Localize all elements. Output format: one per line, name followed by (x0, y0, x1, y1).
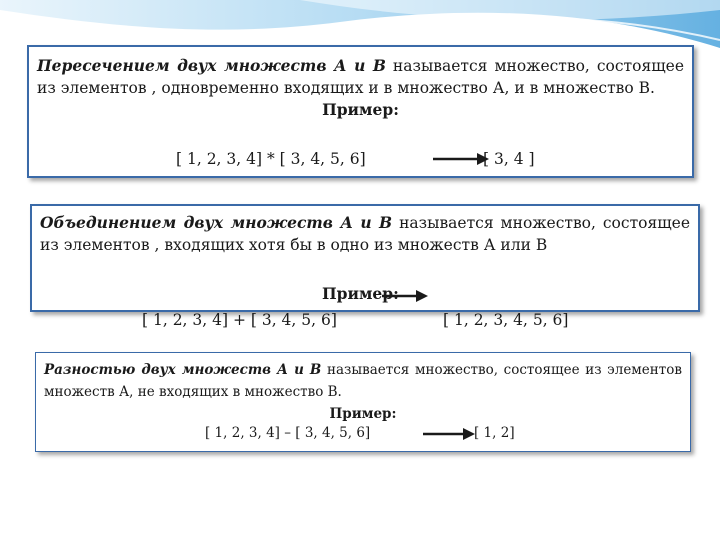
intersection-definition (37, 55, 684, 99)
intersection-term: Пересечением двух множеств А и В (37, 56, 386, 75)
difference-expression: [ 1, 2, 3, 4] – [ 3, 4, 5, 6] (205, 425, 371, 441)
union-definition (40, 212, 690, 256)
difference-description: называется множество, состоящее из элементов множеств А, не входящих в множество В. (44, 362, 682, 400)
difference-result: [ 1, 2] (474, 425, 515, 441)
union-example-label: Пример: (322, 284, 399, 303)
intersection-example-label: Пример: (322, 100, 399, 119)
intersection-description: называется множество, состоящее из элементов , одновременно входящих и в множество А, и в множество В. (37, 57, 684, 97)
union-expression: [ 1, 2, 3, 4] + [ 3, 4, 5, 6] (142, 311, 337, 329)
difference-term: Разностью двух множеств А и В (44, 362, 322, 378)
intersection-result: [ 3, 4 ] (483, 150, 535, 168)
difference-definition (44, 359, 682, 403)
difference-example-label: Пример: (329, 406, 397, 422)
arrow-right-icon (431, 152, 491, 166)
union-term: Объединением двух множеств А и В (40, 213, 393, 232)
arrow-right-icon (380, 289, 430, 303)
union-description: называется множество, состоящее из элементов , входящих хотя бы в одно из множеств А или В (40, 214, 691, 254)
arrow-right-icon (421, 427, 477, 441)
union-result: [ 1, 2, 3, 4, 5, 6] (443, 311, 569, 329)
intersection-expression: [ 1, 2, 3, 4] * [ 3, 4, 5, 6] (176, 150, 366, 168)
